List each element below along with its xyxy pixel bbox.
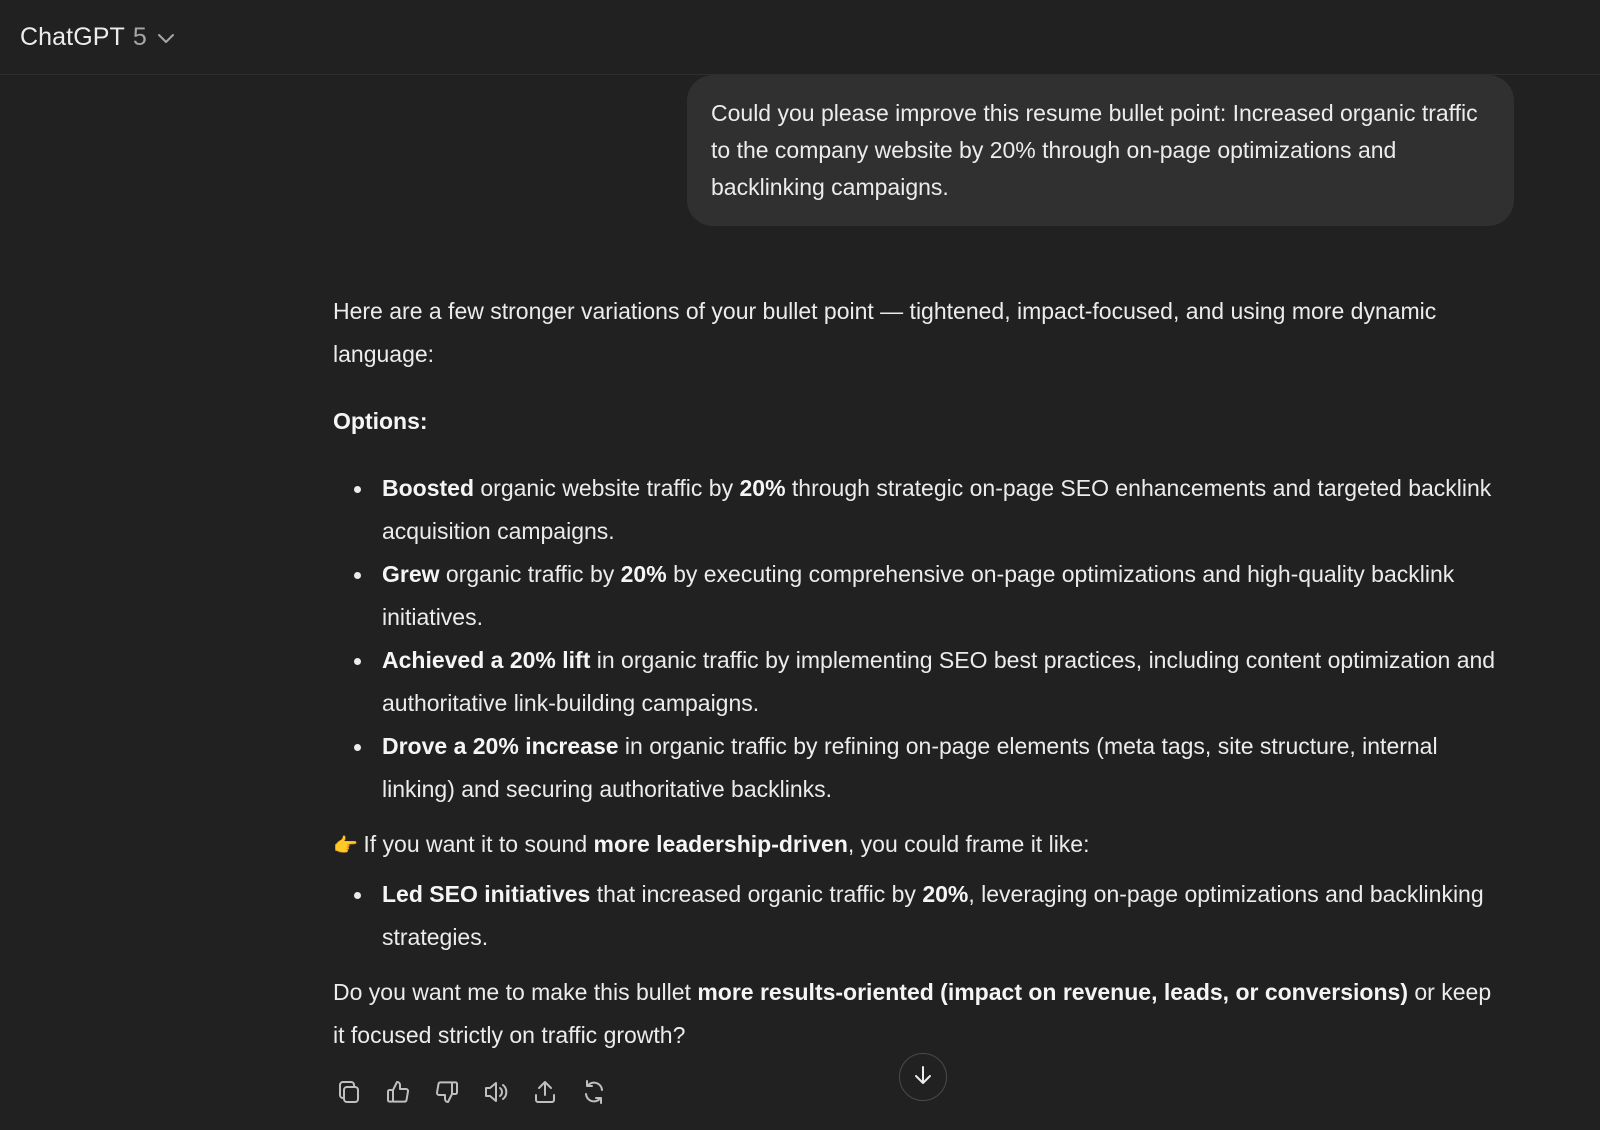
user-message-text: Could you please improve this resume bullet point: Increased organic traffic to the company website by 20% through on-page optimizations and backlinking campaigns. [711, 100, 1478, 200]
list-item: Grew organic traffic by 20% by executing comprehensive on-page optimizations and high-quality backlink initiatives. [382, 553, 1508, 639]
copy-icon [335, 1078, 363, 1111]
arrow-down-icon [911, 1063, 935, 1092]
scroll-to-bottom-button[interactable] [899, 1053, 947, 1101]
leadership-paragraph: 👉 If you want it to sound more leadership-driven, you could frame it like: [333, 823, 1508, 868]
options-list [333, 467, 1508, 811]
read-aloud-button[interactable] [480, 1078, 512, 1110]
closing-question: Do you want me to make this bullet more results-oriented (impact on revenue, leads, or conversions) or keep it focused strictly on traffic growth? [333, 979, 1492, 1048]
copy-button[interactable] [333, 1078, 365, 1110]
options-heading: Options: [333, 408, 428, 434]
user-message-bubble [687, 75, 1514, 226]
regenerate-button[interactable] [578, 1078, 610, 1110]
top-bar [0, 0, 1600, 75]
model-switcher-button[interactable] [20, 23, 175, 52]
regenerate-icon [580, 1078, 608, 1111]
bad-response-button[interactable] [431, 1078, 463, 1110]
assistant-message [333, 290, 1508, 1057]
list-item: Led SEO initiatives that increased organic traffic by 20%, leveraging on-page optimizations and backlinking strategies. [382, 873, 1508, 959]
thumbs-up-icon [384, 1078, 412, 1111]
model-version: 5 [132, 22, 147, 51]
list-item: Drove a 20% increase in organic traffic by refining on-page elements (meta tags, site structure, internal linking) and securing authoritative backlinks. [382, 725, 1508, 811]
speaker-icon [482, 1078, 510, 1111]
list-item: Achieved a 20% lift in organic traffic by implementing SEO best practices, including content optimization and authoritative link-building campaigns. [382, 639, 1508, 725]
thumbs-down-icon [433, 1078, 461, 1111]
model-name: ChatGPT [20, 22, 125, 51]
assistant-intro: Here are a few stronger variations of your bullet point — tightened, impact-focused, and using more dynamic language: [333, 298, 1437, 367]
good-response-button[interactable] [382, 1078, 414, 1110]
chevron-down-icon [157, 33, 175, 45]
pointing-hand-icon: 👉 [333, 835, 358, 857]
leadership-list [333, 873, 1508, 959]
share-icon [531, 1078, 559, 1111]
message-actions [333, 1078, 610, 1110]
list-item: Boosted organic website traffic by 20% through strategic on-page SEO enhancements and targeted backlink acquisition campaigns. [382, 467, 1508, 553]
share-button[interactable] [529, 1078, 561, 1110]
